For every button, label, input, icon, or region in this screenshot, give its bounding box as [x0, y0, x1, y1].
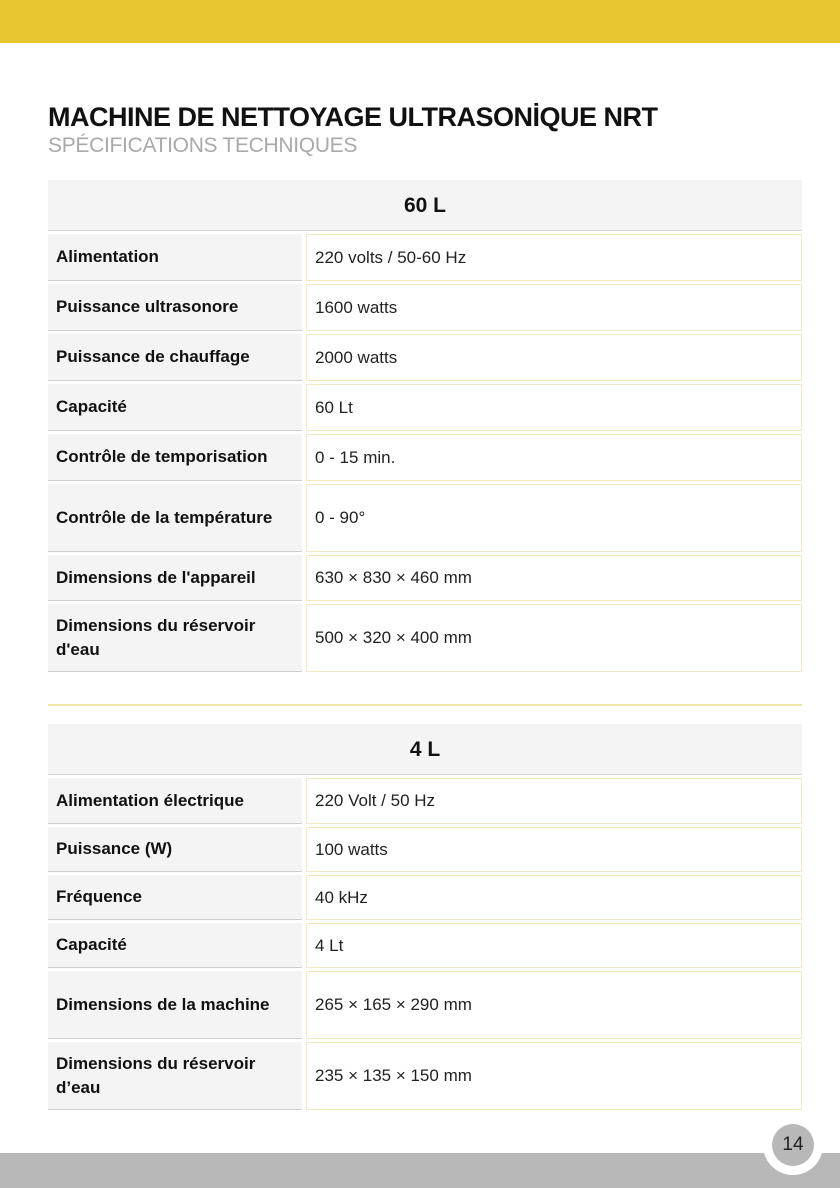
table-row: [48, 284, 802, 331]
spec-label: Contrôle de la température: [48, 484, 302, 552]
table-row: [48, 923, 802, 968]
spec-label: Dimensions de l'appareil: [48, 555, 302, 601]
table-row: [48, 555, 802, 601]
spec-value: 4 Lt: [306, 923, 802, 968]
spec-value: 630 × 830 × 460 mm: [306, 555, 802, 601]
top-accent-bar: [0, 0, 840, 43]
spec-value: 220 volts / 50-60 Hz: [306, 234, 802, 281]
bottom-footer-bar: [0, 1153, 840, 1188]
spec-value: 235 × 135 × 150 mm: [306, 1042, 802, 1110]
spec-value: 60 Lt: [306, 384, 802, 431]
spec-label: Fréquence: [48, 875, 302, 920]
spec-value: 1600 watts: [306, 284, 802, 331]
spec-table-60l: [48, 180, 802, 672]
spec-label: Alimentation: [48, 234, 302, 281]
table-row: [48, 234, 802, 281]
table-row: [48, 875, 802, 920]
spec-label: Dimensions du réservoir d’eau: [48, 1042, 302, 1110]
table-row: [48, 1042, 802, 1110]
spec-value: 2000 watts: [306, 334, 802, 381]
spec-value: 0 - 15 min.: [306, 434, 802, 481]
spec-label: Puissance (W): [48, 827, 302, 872]
section-title: 4 L: [48, 724, 802, 775]
table-row: [48, 827, 802, 872]
spec-table-4l: [48, 724, 802, 1110]
spec-label: Capacité: [48, 384, 302, 431]
spec-value: 265 × 165 × 290 mm: [306, 971, 802, 1039]
table-row: [48, 434, 802, 481]
table-row: [48, 604, 802, 672]
spec-value: 220 Volt / 50 Hz: [306, 778, 802, 824]
table-row: [48, 778, 802, 824]
spec-label: Dimensions de la machine: [48, 971, 302, 1039]
table-row: [48, 334, 802, 381]
spec-label: Capacité: [48, 923, 302, 968]
spec-value: 40 kHz: [306, 875, 802, 920]
spec-value: 100 watts: [306, 827, 802, 872]
table-row: [48, 971, 802, 1039]
spec-label: Dimensions du réservoir d'eau: [48, 604, 302, 672]
table-row: [48, 384, 802, 431]
table-row: [48, 484, 802, 552]
section-divider: [48, 704, 802, 706]
page-number: 14: [772, 1124, 814, 1166]
section-title: 60 L: [48, 180, 802, 231]
spec-value: 0 - 90°: [306, 484, 802, 552]
title-block: [48, 100, 658, 158]
spec-label: Contrôle de temporisation: [48, 434, 302, 481]
spec-label: Puissance ultrasonore: [48, 284, 302, 331]
page-subtitle: SPÉCIFICATIONS TECHNIQUES: [48, 134, 358, 157]
spec-label: Alimentation électrique: [48, 778, 302, 824]
spec-label: Puissance de chauffage: [48, 334, 302, 381]
spec-value: 500 × 320 × 400 mm: [306, 604, 802, 672]
page-title: MACHINE DE NETTOYAGE ULTRASONİQUE NRT: [48, 102, 658, 132]
